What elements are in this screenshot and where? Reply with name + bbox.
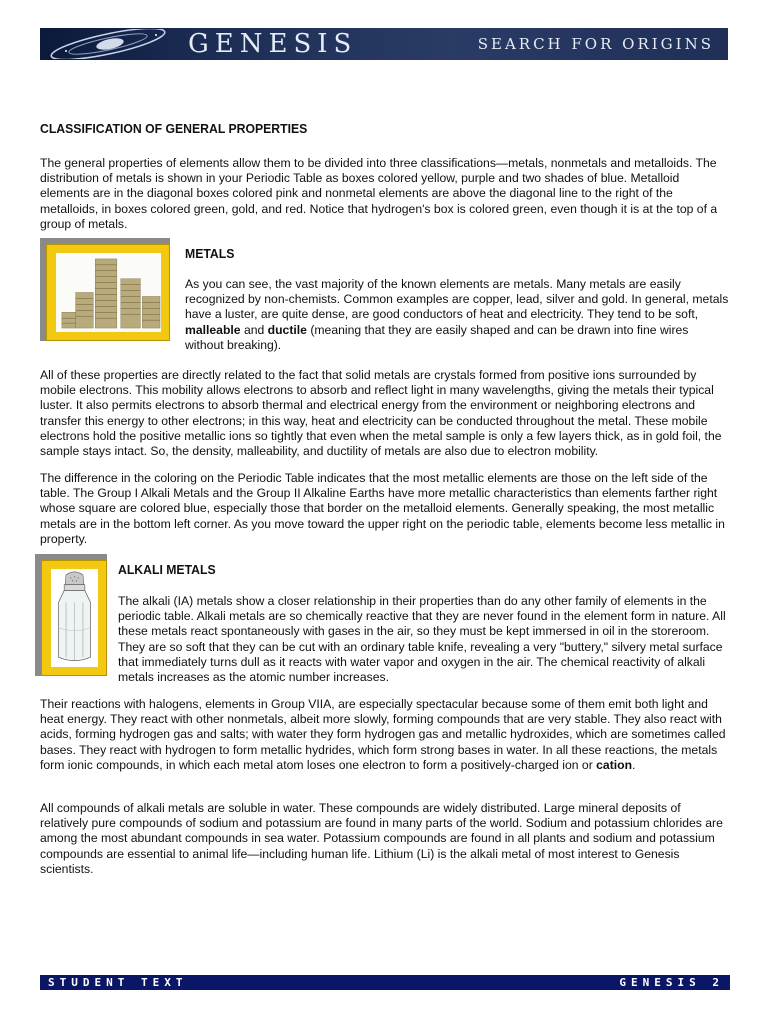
- salt-shaker-image: [51, 569, 98, 667]
- coin-stacks-image: [56, 253, 161, 332]
- page-footer: [40, 975, 730, 990]
- section-title: CLASSIFICATION OF GENERAL PROPERTIES: [40, 121, 308, 136]
- banner-title: GENESIS: [188, 29, 358, 59]
- alkali-paragraph-1: The alkali (IA) metals show a closer relationship in their properties than do any other family of elements in the periodic table. Alkali metals are so chemically reactive that they are never found in the element form in nature. All these metals react spontaneously with gases in the air, so they must be kept immersed in oil in the storeroom. They are so soft that they can be cut with an ordinary table knife, revealing a very "buttery," silvery metal surface that immediately turns dull as it reacts with water vapor and oxygen in the air. The chemical reactivity of alkali metals increases as the atomic number increases.: [118, 594, 726, 685]
- alkali-illustration-frame: [35, 554, 107, 676]
- intro-paragraph: The general properties of elements allow them to be divided into three classifications—metals, nonmetals and metalloids. The distribution of metals is shown in your Periodic Table as boxes colored yellow, purple and two shades of blue. Metalloid elements are in the diagonal boxes colored pink and nonmetal elements are above the diagonal line to the right of the metalloids, in boxes colored green, gold, and red. Notice that hydrogen's box is colored green, even though it is at the top of a group of metals.: [40, 156, 718, 231]
- metals-paragraph-3: The difference in the coloring on the Periodic Table indicates that the most metallic elements are those on the left side of the table. The Group I Alkali Metals and the Group II Alkaline Earths have more metallic characteristics than elements farther right whose square are colored blue, especially those that border on the metalloid elements. Generally speaking, the most metallic metals are in the bottom left corner. As you move toward the upper right on the periodic table, elements become less metallic in property.: [40, 471, 725, 546]
- header-banner: [40, 28, 728, 60]
- galaxy-logo-icon: [46, 29, 176, 59]
- metals-illustration-frame: [40, 238, 170, 341]
- footer-page-number: GENESIS 2: [619, 976, 724, 989]
- alkali-paragraph-3: All compounds of alkali metals are soluble in water. These compounds are widely distributed. Large mineral deposits of relatively pure compounds of sodium and potassium are found in many parts of the world. Sodium and potassium chlorides are among the most abundant compounds in sea water. Potassium compounds are found in all plants and sodium and potassium compounds are essential to animal life—including human life. Lithium (Li) is the alkali metal of most interest to Genesis scientists.: [40, 801, 723, 876]
- banner-tagline: SEARCH FOR ORIGINS: [477, 35, 714, 53]
- footer-student-text: STUDENT TEXT: [48, 976, 188, 989]
- alkali-paragraph-2: Their reactions with halogens, elements in Group VIIA, are especially spectacular because some of them emit both light and heat energy. They react with other nonmetals, albeit more slowly, forming compounds that are very stable. They also react with acids, forming hydrogen gas and salts; with water they form hydrogen gas and metallic hydroxides, which are sometimes called bases. They react with hydrogen to form metallic hydrides, which form strong bases in water. In all these reactions, the metals form ionic compounds, in which each metal atom loses one electron to form a positively-charged ion or cation.: [40, 697, 726, 772]
- metals-paragraph-2: All of these properties are directly related to the fact that solid metals are crystals formed from positive ions surrounded by mobile electrons. This mobility allows electrons to absorb and reflect light in many wavelengths, giving the metals their typical luster. It also permits electrons to absorb thermal and electrical energy from the environment or neighboring electrons and transfer this energy to other electrons; in this way, heat and electricity can be conducted throughout the metal. These mobile electrons hold the positive metallic ions so tightly that even when the metal sample is only a few layers thick, as in gold foil, the sample stays intact. So, the density, malleability, and ductility of metals are also due to electron mobility.: [40, 368, 722, 459]
- metals-title: METALS: [185, 246, 235, 261]
- alkali-metals-title: ALKALI METALS: [118, 562, 216, 577]
- salt-shaker-icon: [51, 569, 98, 667]
- coin-stacks-icon: [56, 253, 161, 332]
- metals-paragraph-1: As you can see, the vast majority of the known elements are metals. Many metals are easily recognized by non-chemists. Common examples are copper, lead, silver and gold. In general, metals have a luster, are quite dense, are good conductors of heat and electricity. They tend to be soft, malleable and ductile (meaning that they are easily shaped and can be drawn into fine wires without breaking).: [185, 277, 729, 352]
